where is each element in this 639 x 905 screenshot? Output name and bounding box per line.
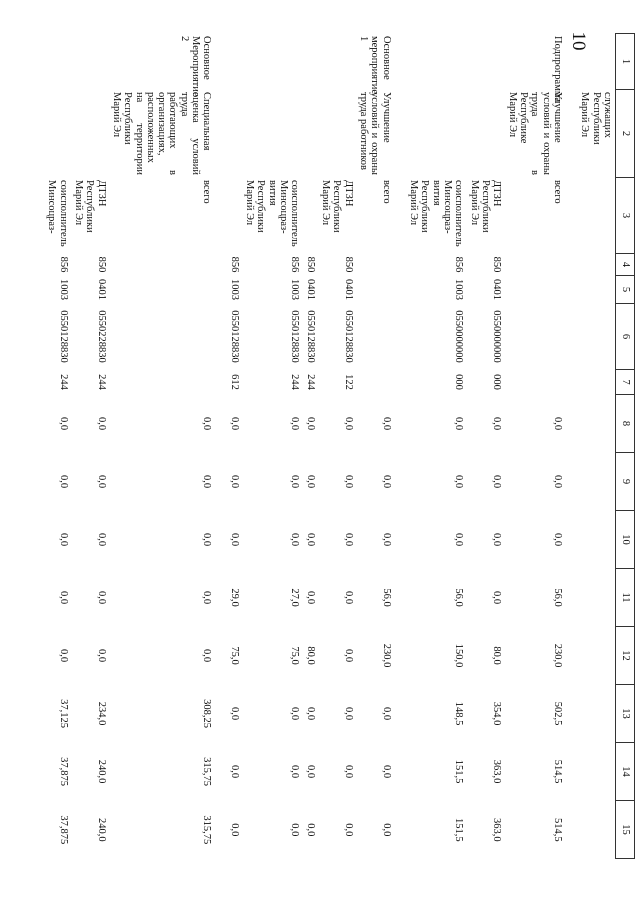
table-row (466, 34, 504, 859)
cell-col-3 (226, 178, 241, 254)
cell-col-6 (356, 304, 406, 370)
value-col-11: 0,0 (201, 590, 213, 605)
table-body (44, 34, 616, 859)
value-col-13: 0,0 (304, 706, 316, 721)
cell-col-3: ДТЗН Республики Марий Эл (320, 180, 354, 233)
header-col-10: 10 (616, 511, 635, 569)
value-col-15: 0,0 (304, 823, 316, 837)
cell-col-5: 1003 (453, 279, 465, 300)
cell-col-6: 0550000000 (453, 310, 465, 363)
cell-col-4: 856 (228, 256, 240, 273)
value-col-15 (577, 801, 615, 859)
value-col-14: 0,0 (228, 764, 240, 779)
cell-col-2 (226, 90, 241, 178)
value-col-9: 0,0 (491, 474, 503, 489)
header-col-6: 6 (616, 304, 635, 370)
value-col-11: 0,0 (304, 590, 316, 605)
value-col-10: 0,0 (380, 532, 392, 547)
cell-col-5 (109, 276, 227, 304)
value-col-10 (577, 511, 615, 569)
header-col-7: 7 (616, 370, 635, 395)
cell-col-1 (226, 34, 241, 90)
value-col-15: 151,5 (453, 817, 465, 842)
value-col-8: 0,0 (228, 416, 240, 431)
value-col-11: 56,0 (380, 588, 392, 607)
cell-col-1 (302, 34, 317, 90)
cell-col-6 (504, 304, 577, 370)
header-col-2: 2 (616, 90, 635, 178)
value-col-12: 0,0 (342, 648, 354, 663)
cell-col-3 (577, 178, 615, 254)
header-col-14: 14 (616, 743, 635, 801)
value-col-11: 0,0 (95, 590, 107, 605)
cell-col-6: 0550128830 (304, 310, 316, 363)
cell-col-3: соисполнитель Минсоцраз- (46, 180, 69, 247)
cell-col-1 (406, 34, 467, 90)
cell-col-2: служащих Республики Марий Эл (579, 92, 613, 145)
table-row (577, 34, 615, 859)
cell-col-5: 0401 (304, 279, 316, 300)
header-col-15: 15 (616, 801, 635, 859)
value-col-15: 240,0 (95, 817, 107, 842)
cell-col-2: Улучшение условий и охраны труда работников (358, 92, 392, 175)
table-row (242, 34, 303, 859)
value-col-15: 37,875 (57, 815, 69, 845)
table-row (109, 34, 227, 859)
value-col-9: 0,0 (304, 474, 316, 489)
value-col-12 (577, 627, 615, 685)
value-col-13: 234,0 (95, 701, 107, 726)
cell-col-5: 0401 (342, 279, 354, 300)
value-col-12: 80,0 (304, 646, 316, 665)
table-row (504, 34, 577, 859)
value-col-13: 0,0 (380, 706, 392, 721)
cell-col-7 (109, 370, 227, 395)
cell-col-5: 0401 (491, 279, 503, 300)
value-col-10: 0,0 (304, 532, 316, 547)
cell-col-2 (302, 90, 317, 178)
cell-col-3 (302, 178, 317, 254)
cell-col-6: 0550000000 (491, 310, 503, 363)
cell-col-2 (242, 90, 303, 178)
value-col-8: 0,0 (552, 416, 564, 431)
value-col-9: 0,0 (228, 474, 240, 489)
value-col-11: 29,0 (228, 588, 240, 607)
value-col-9 (577, 453, 615, 511)
value-col-13: 0,0 (289, 706, 301, 721)
cell-col-4: 856 (289, 256, 301, 273)
value-col-8: 0,0 (453, 416, 465, 431)
cell-col-5: 1003 (57, 279, 69, 300)
cell-col-1 (71, 34, 109, 90)
cell-col-2: Специальная оценка условий труда работающих в организациях, расположенных на территории Республики Марий Эл (110, 92, 213, 175)
cell-col-2 (318, 90, 356, 178)
value-col-10: 0,0 (491, 532, 503, 547)
header-col-12: 12 (616, 627, 635, 685)
value-col-9: 0,0 (289, 474, 301, 489)
header-col-3: 3 (616, 178, 635, 254)
cell-col-3: ДТЗН Республики Марий Эл (72, 180, 107, 233)
value-col-11: 0,0 (491, 590, 503, 605)
value-col-13: 0,0 (342, 706, 354, 721)
header-col-5: 5 (616, 276, 635, 304)
value-col-8: 0,0 (289, 416, 301, 431)
cell-col-2 (71, 90, 109, 178)
value-col-13: 148,5 (453, 701, 465, 726)
cell-col-6: 0550128830 (57, 310, 69, 363)
value-col-10: 0,0 (228, 532, 240, 547)
value-col-11: 27,0 (289, 588, 301, 607)
table-row (318, 34, 356, 859)
header-col-9: 9 (616, 453, 635, 511)
cell-col-7: 244 (57, 374, 69, 390)
cell-col-5: 1003 (228, 279, 240, 300)
value-col-15: 0,0 (228, 823, 240, 837)
value-col-14: 240,0 (95, 759, 107, 784)
cell-col-7: 000 (453, 374, 465, 390)
value-col-9: 0,0 (57, 474, 69, 489)
value-col-11: 0,0 (342, 590, 354, 605)
value-col-10: 0,0 (57, 532, 69, 547)
value-col-14 (577, 743, 615, 801)
value-col-12: 150,0 (453, 643, 465, 668)
value-col-15: 0,0 (380, 823, 392, 837)
cell-col-3: всего (380, 180, 392, 204)
value-col-15: 514,5 (552, 817, 564, 842)
value-col-8: 0,0 (380, 416, 392, 431)
value-col-14: 363,0 (491, 759, 503, 784)
value-col-13: 502,5 (552, 701, 564, 726)
cell-col-6: 0550128830 (342, 310, 354, 363)
rotated-page (46, 33, 635, 858)
table-row (302, 34, 317, 859)
cell-col-1: Основное мероприятие 1 (358, 36, 392, 94)
value-col-8: 0,0 (304, 416, 316, 431)
cell-col-6: 0550128830 (289, 310, 301, 363)
value-col-14: 151,5 (453, 759, 465, 784)
table-row (406, 34, 467, 859)
value-col-15: 315,75 (201, 815, 213, 845)
value-col-10: 0,0 (453, 532, 465, 547)
cell-col-4 (577, 254, 615, 276)
cell-col-7: 244 (95, 374, 107, 390)
value-col-12: 75,0 (289, 646, 301, 665)
value-col-11: 0,0 (57, 590, 69, 605)
cell-col-6 (109, 304, 227, 370)
cell-col-7 (577, 370, 615, 395)
value-col-14: 315,75 (201, 757, 213, 786)
value-col-12: 75,0 (228, 646, 240, 665)
value-col-14: 0,0 (304, 764, 316, 779)
value-col-13: 0,0 (228, 706, 240, 721)
value-col-14: 0,0 (289, 764, 301, 779)
cell-col-1 (44, 34, 71, 90)
value-col-10: 0,0 (95, 532, 107, 547)
header-col-4: 4 (616, 254, 635, 276)
value-col-14: 0,0 (342, 764, 354, 779)
cell-col-6 (577, 304, 615, 370)
cell-col-4: 856 (453, 256, 465, 273)
cell-col-4: 850 (491, 256, 503, 273)
value-col-8: 0,0 (491, 416, 503, 431)
cell-col-2 (44, 90, 71, 178)
cell-col-2 (466, 90, 504, 178)
value-col-8: 0,0 (342, 416, 354, 431)
value-col-12: 80,0 (491, 646, 503, 665)
cell-col-3: соисполнитель Минсоцраз-вития Республики Марий Эл (408, 180, 465, 247)
value-col-12: 230,0 (380, 643, 392, 668)
table-row (44, 34, 71, 859)
cell-col-1 (242, 34, 303, 90)
cell-col-4: 850 (95, 256, 107, 273)
value-col-10: 0,0 (289, 532, 301, 547)
page-number: 10 (568, 31, 589, 51)
value-col-12: 0,0 (57, 648, 69, 663)
header-col-11: 11 (616, 569, 635, 627)
value-col-15: 363,0 (491, 817, 503, 842)
value-col-13: 354,0 (491, 701, 503, 726)
value-col-9: 0,0 (552, 474, 564, 489)
value-col-9: 0,0 (95, 474, 107, 489)
value-col-11: 56,0 (453, 588, 465, 607)
value-col-12: 230,0 (552, 643, 564, 668)
cell-col-5 (577, 276, 615, 304)
value-col-8 (577, 395, 615, 453)
value-col-14: 37,875 (57, 757, 69, 786)
value-col-9: 0,0 (380, 474, 392, 489)
table-header (616, 34, 635, 859)
value-col-10: 0,0 (342, 532, 354, 547)
cell-col-1 (577, 34, 615, 90)
value-col-15: 0,0 (289, 823, 301, 837)
cell-col-6: 0550128830 (228, 310, 240, 363)
cell-col-4: 850 (342, 256, 354, 273)
cell-col-7 (504, 370, 577, 395)
value-col-15: 0,0 (342, 823, 354, 837)
value-col-13: 308,25 (201, 699, 213, 728)
header-col-8: 8 (616, 395, 635, 453)
value-col-13: 37,125 (57, 699, 69, 728)
cell-col-5: 0401 (95, 279, 107, 300)
value-col-8: 0,0 (201, 416, 213, 431)
cell-col-1: Подпрограмма (552, 36, 564, 103)
cell-col-2: Улучшение условий и охраны труда в Республике Марий Эл (506, 92, 564, 175)
cell-col-5 (504, 276, 577, 304)
value-col-14: 0,0 (380, 764, 392, 779)
value-col-14: 514,5 (552, 759, 564, 784)
cell-col-7: 244 (304, 374, 316, 390)
cell-col-3: ДТЗН Республики Марий Эл (468, 180, 503, 233)
cell-col-4 (504, 254, 577, 276)
budget-table (44, 33, 635, 859)
table-row (356, 34, 406, 859)
value-col-11 (577, 569, 615, 627)
value-col-10: 0,0 (201, 532, 213, 547)
cell-col-5: 1003 (289, 279, 301, 300)
value-col-8: 0,0 (95, 416, 107, 431)
value-col-9: 0,0 (453, 474, 465, 489)
cell-col-4 (356, 254, 406, 276)
cell-col-1 (318, 34, 356, 90)
cell-col-1 (466, 34, 504, 90)
cell-col-5 (356, 276, 406, 304)
cell-col-7: 000 (491, 374, 503, 390)
cell-col-7 (356, 370, 406, 395)
value-col-12: 0,0 (95, 648, 107, 663)
cell-col-4: 850 (304, 256, 316, 273)
value-col-11: 56,0 (552, 588, 564, 607)
cell-col-1: Основное Мероприятие 2 (178, 36, 213, 97)
value-col-13 (577, 685, 615, 743)
cell-col-7: 244 (289, 374, 301, 390)
cell-col-7: 122 (342, 374, 354, 390)
cell-col-3: соисполнитель Минсоцраз-вития Республики Марий Эл (244, 180, 301, 247)
cell-col-2 (406, 90, 467, 178)
value-col-9: 0,0 (342, 474, 354, 489)
cell-col-7: 612 (228, 374, 240, 390)
header-col-1: 1 (616, 34, 635, 90)
value-col-9: 0,0 (201, 474, 213, 489)
cell-col-3: всего (552, 180, 564, 204)
table-row (226, 34, 241, 859)
value-col-8: 0,0 (57, 416, 69, 431)
cell-col-4: 856 (57, 256, 69, 273)
cell-col-6: 0550228830 (95, 310, 107, 363)
cell-col-3: всего (201, 180, 213, 204)
value-col-12: 0,0 (201, 648, 213, 663)
value-col-10: 0,0 (552, 532, 564, 547)
cell-col-4 (109, 254, 227, 276)
table-row (71, 34, 109, 859)
header-col-13: 13 (616, 685, 635, 743)
